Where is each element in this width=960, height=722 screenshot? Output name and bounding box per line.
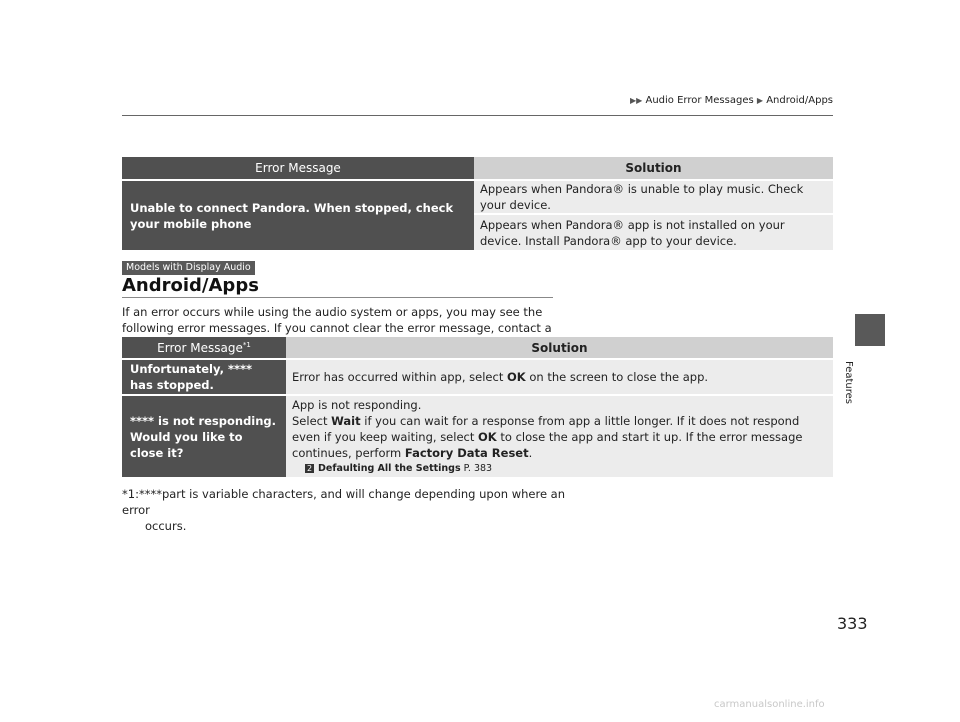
pandora-error-table	[122, 157, 833, 250]
table-cell-solution: Error has occurred within app, select OK on the screen to close the app.	[286, 359, 833, 395]
watermark: carmanualsonline.info	[714, 699, 825, 710]
page-number: 333	[837, 614, 868, 633]
reference-arrow-icon: 2	[306, 463, 313, 473]
section-divider	[122, 297, 553, 298]
section-title: Android/Apps	[122, 275, 259, 296]
breadcrumb-arrow-icon: ▶	[756, 96, 764, 105]
header-divider	[122, 115, 833, 116]
breadcrumb-item-2[interactable]: Android/Apps	[766, 95, 833, 106]
table-header-solution: Solution	[474, 157, 833, 180]
section-tab-marker	[855, 314, 885, 346]
side-tab-label: Features	[843, 361, 854, 404]
footnote: *1:****part is variable characters, and will change depending upon where an error occurs.	[122, 487, 566, 533]
breadcrumb-arrow-icon: ▶▶	[629, 96, 643, 105]
table-cell-solution: Appears when Pandora® is unable to play music. Check your device.	[474, 180, 833, 214]
cross-reference-link[interactable]: 2 Defaulting All the Settings P. 383	[306, 462, 493, 474]
model-tag: Models with Display Audio	[122, 261, 255, 275]
table-header-error-message: Error Message	[122, 157, 474, 180]
table-header-solution: Solution	[286, 337, 833, 359]
breadcrumb	[630, 95, 833, 106]
table-row-header: **** is not responding. Would you like to close it?	[122, 395, 286, 477]
table-cell-solution: App is not responding. Select Wait if you can wait for a response from app a little longer. If it does not respond even if you keep waiting, select OK to close the app and start it up. If the error message continues, perform Factory Data Reset. 2 Defaulting All the Settings P. 383	[286, 395, 833, 477]
table-header-error-message: Error Message$^{*1}$	[122, 337, 286, 359]
table-row-header: Unfortunately, **** has stopped.	[122, 359, 286, 395]
table-row-header: Unable to connect Pandora. When stopped, check your mobile phone	[122, 180, 474, 250]
table-cell-solution: Appears when Pandora® app is not installed on your device. Install Pandora® app to your device.	[474, 214, 833, 250]
android-error-table	[122, 337, 833, 477]
breadcrumb-item-1[interactable]: Audio Error Messages	[645, 95, 754, 106]
intro-paragraph: If an error occurs while using the audio system or apps, you may see the following error messages. If you cannot clear the error message, contact a	[122, 305, 552, 335]
